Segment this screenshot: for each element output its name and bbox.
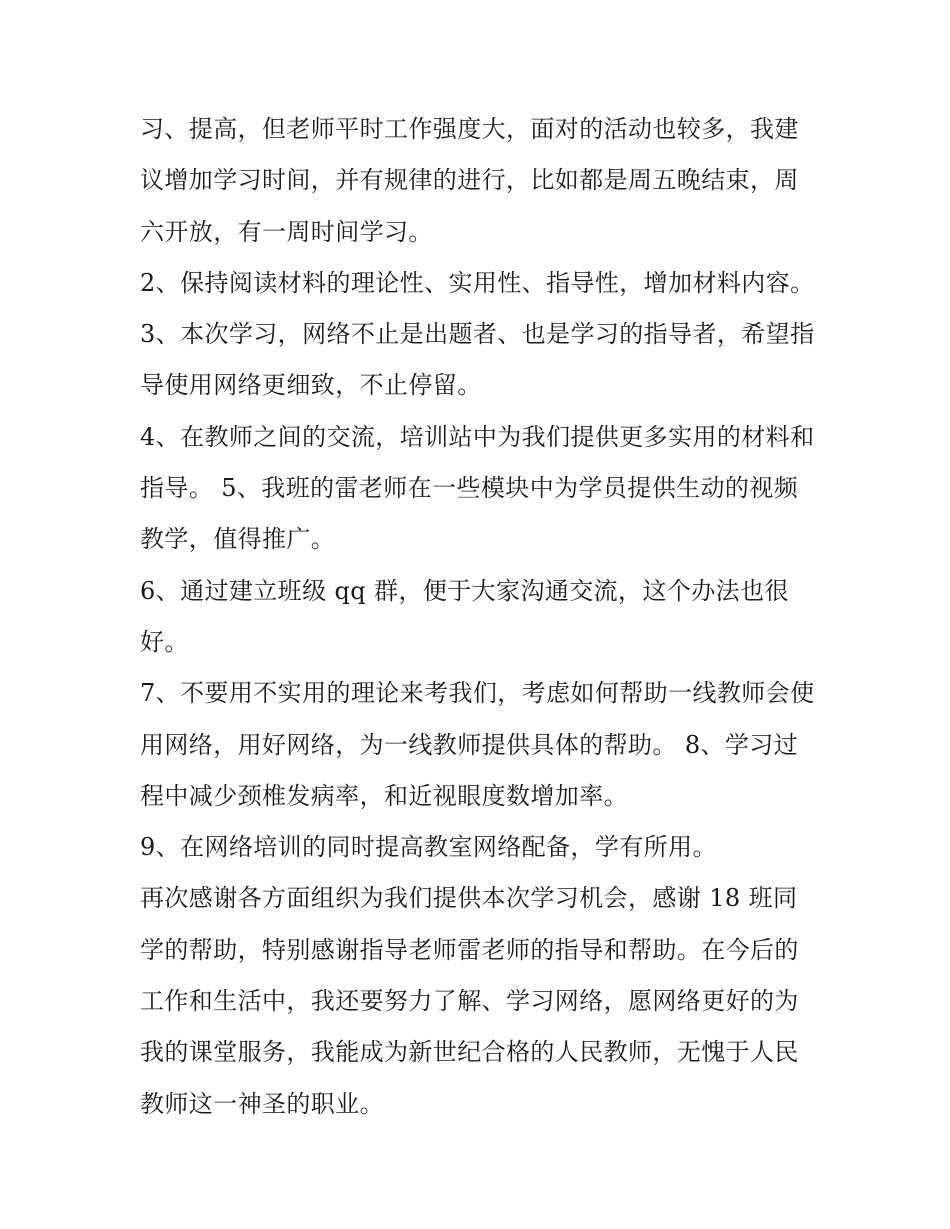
- paragraph-closing: 再次感谢各方面组织为我们提供本次学习机会，感谢 18 班同学的帮助，特别感谢指导老师雷老师的指导和帮助。在今后的工作和生活中，我还要努力了解、学习网络，愿网络更好的为我的课堂服务，我能成为新世纪合格的人民教师，无愧于人民教师这一神圣的职业。: [140, 884, 799, 1118]
- paragraph-item-4-5: 4、在教师之间的交流，培训站中为我们提供更多实用的材料和指导。 5、我班的雷老师在一些模块中为学员提供生动的视频教学，值得推广。: [140, 422, 815, 554]
- paragraph-continuation: 习、提高，但老师平时工作强度大，面对的活动也较多，我建议增加学习时间，并有规律的进行，比如都是周五晚结束，周六开放，有一周时间学习。: [140, 115, 799, 246]
- paragraph-item-2-3: 2、保持阅读材料的理论性、实用性、指导性，增加材料内容。 3、本次学习，网络不止是出题者、也是学习的指导者，希望指导使用网络更细致，不止停留。: [140, 268, 823, 400]
- document-body: [140, 104, 823, 1130]
- paragraph-item-9: 9、在网络培训的同时提高教室网络配备，学有所用。: [140, 833, 717, 862]
- paragraph-item-6: 6、通过建立班级 qq 群，便于大家沟通交流，这个办法也很好。: [140, 576, 789, 656]
- paragraph-item-7-8: 7、不要用不实用的理论来考我们，考虑如何帮助一线教师会使用网络，用好网络，为一线教师提供具体的帮助。 8、学习过程中减少颈椎发病率，和近视眼度数增加率。: [140, 679, 815, 810]
